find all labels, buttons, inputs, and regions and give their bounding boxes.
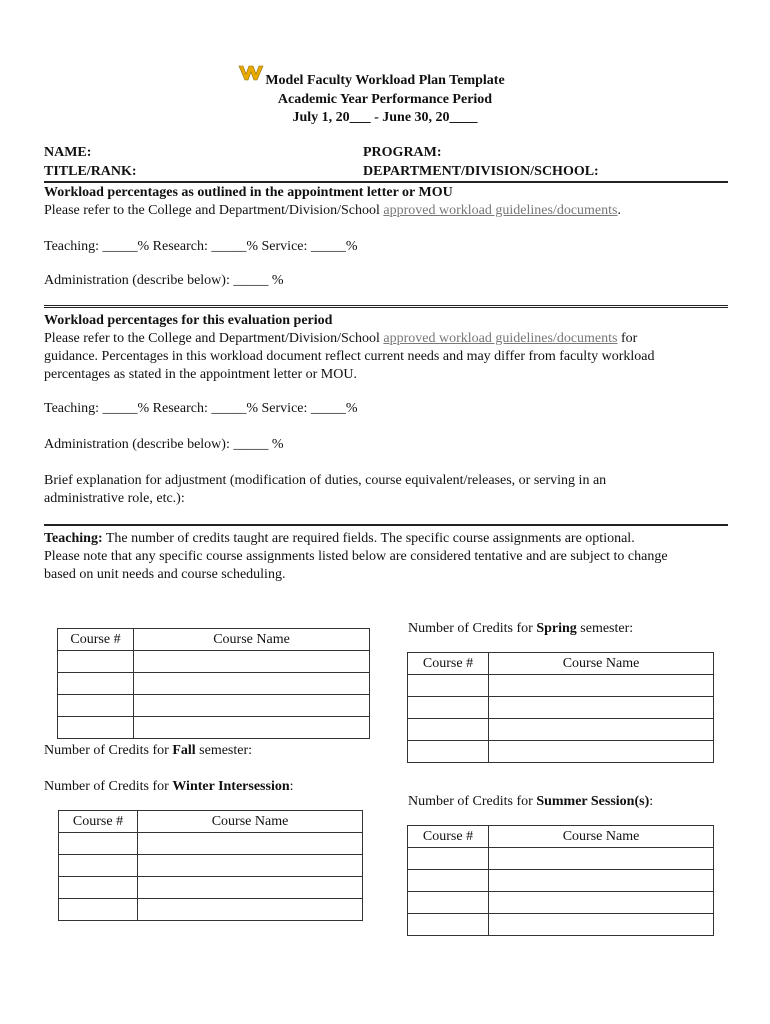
course-num-cell[interactable] (58, 717, 134, 739)
section1-administration: Administration (describe below): _____ % (44, 273, 284, 288)
table-row[interactable] (408, 719, 714, 741)
section1-refer (44, 201, 621, 220)
course-name-cell[interactable] (134, 673, 370, 695)
divider (44, 524, 728, 526)
table-header-row (408, 653, 714, 675)
winter-course-table (58, 810, 363, 921)
credits-prefix: Number of Credits for (44, 779, 169, 794)
document-title: Model Faculty Workload Plan Template (265, 73, 505, 88)
table-row[interactable] (408, 741, 714, 763)
table-header-row (408, 826, 714, 848)
fall-suffix: semester: (199, 743, 253, 758)
section2-percentages: Teaching: _____% Research: _____% Service: _____% (44, 401, 358, 416)
teaching-line3: based on unit needs and course scheduling. (44, 567, 286, 582)
table-header-row (59, 811, 363, 833)
table-row[interactable] (408, 870, 714, 892)
name-label: NAME: (44, 145, 92, 160)
section2-administration: Administration (describe below): _____ % (44, 437, 284, 452)
title-rank-label: TITLE/RANK: (44, 164, 137, 179)
spring-course-table (407, 652, 714, 763)
course-num-header: Course # (408, 653, 489, 675)
course-name-header: Course Name (489, 826, 714, 848)
section2-guidelines-link[interactable]: approved workload guidelines/documents (383, 331, 618, 346)
summer-credits-label (408, 792, 653, 811)
course-name-header: Course Name (489, 653, 714, 675)
spring-term: Spring (536, 621, 577, 636)
teaching-text: The number of credits taught are required fields. The specific course assignments are optional. (105, 531, 635, 546)
course-name-cell[interactable] (138, 833, 363, 855)
credits-prefix: Number of Credits for (44, 743, 169, 758)
section1-period: . (617, 203, 621, 218)
course-name-cell[interactable] (134, 717, 370, 739)
explanation-line1: Brief explanation for adjustment (modification of duties, course equivalent/releases, or serving in an (44, 473, 607, 488)
fall-term: Fall (172, 743, 196, 758)
teaching-line2: Please note that any specific course assignments listed below are considered tentative and are subject to change (44, 549, 668, 564)
course-num-cell[interactable] (59, 855, 138, 877)
course-name-cell[interactable] (134, 651, 370, 673)
section2-line2: guidance. Percentages in this workload document reflect current needs and may differ from faculty workload (44, 349, 655, 364)
course-name-cell[interactable] (138, 899, 363, 921)
course-num-cell[interactable] (408, 892, 489, 914)
table-row[interactable] (408, 914, 714, 936)
department-label: DEPARTMENT/DIVISION/SCHOOL: (363, 164, 599, 179)
fall-course-table (57, 628, 370, 739)
teaching-label: Teaching: (44, 531, 103, 546)
performance-period: July 1, 20___ - June 30, 20____ (292, 110, 478, 125)
credits-prefix: Number of Credits for (408, 794, 533, 809)
section1-refer-text: Please refer to the College and Department/Division/School (44, 203, 380, 218)
section1-heading: Workload percentages as outlined in the appointment letter or MOU (44, 185, 453, 200)
winter-term: Winter Intersession (172, 779, 290, 794)
summer-suffix: : (649, 794, 654, 809)
spring-credits-label (408, 619, 633, 638)
course-name-cell[interactable] (138, 877, 363, 899)
course-num-cell[interactable] (58, 695, 134, 717)
course-name-header: Course Name (134, 629, 370, 651)
table-row[interactable] (408, 848, 714, 870)
table-row[interactable] (59, 833, 363, 855)
course-num-cell[interactable] (408, 697, 489, 719)
table-row[interactable] (58, 717, 370, 739)
explanation-line2: administrative role, etc.): (44, 491, 185, 506)
table-row[interactable] (408, 892, 714, 914)
section2-refer-tail: for (620, 331, 638, 346)
document-subtitle: Academic Year Performance Period (277, 92, 493, 107)
course-name-cell[interactable] (489, 892, 714, 914)
course-num-cell[interactable] (408, 741, 489, 763)
course-name-cell[interactable] (489, 741, 714, 763)
section2-heading: Workload percentages for this evaluation period (44, 313, 333, 328)
divider (44, 305, 728, 308)
section1-percentages: Teaching: _____% Research: _____% Service: _____% (44, 239, 358, 254)
table-row[interactable] (59, 899, 363, 921)
table-row[interactable] (58, 651, 370, 673)
spring-suffix: semester: (580, 621, 634, 636)
fall-credits-label (44, 741, 252, 760)
table-header-row (58, 629, 370, 651)
course-name-cell[interactable] (489, 870, 714, 892)
teaching-line1 (44, 529, 635, 548)
course-num-cell[interactable] (408, 719, 489, 741)
course-num-cell[interactable] (408, 870, 489, 892)
course-name-header: Course Name (138, 811, 363, 833)
course-name-cell[interactable] (138, 855, 363, 877)
course-num-cell[interactable] (58, 673, 134, 695)
section2-line3: percentages as stated in the appointment letter or MOU. (44, 367, 357, 382)
course-num-header: Course # (59, 811, 138, 833)
table-row[interactable] (58, 673, 370, 695)
table-row[interactable] (59, 855, 363, 877)
course-num-cell[interactable] (408, 848, 489, 870)
section2-refer-text: Please refer to the College and Department/Division/School (44, 331, 380, 346)
course-num-cell[interactable] (408, 914, 489, 936)
summer-course-table (407, 825, 714, 936)
course-name-cell[interactable] (489, 697, 714, 719)
course-name-cell[interactable] (489, 719, 714, 741)
section1-guidelines-link[interactable]: approved workload guidelines/documents (383, 203, 618, 218)
course-num-cell[interactable] (408, 675, 489, 697)
table-row[interactable] (59, 877, 363, 899)
course-num-header: Course # (58, 629, 134, 651)
course-num-cell[interactable] (59, 899, 138, 921)
table-row[interactable] (408, 675, 714, 697)
course-name-cell[interactable] (489, 848, 714, 870)
winter-suffix: : (289, 779, 294, 794)
table-row[interactable] (408, 697, 714, 719)
summer-term: Summer Session(s) (536, 794, 650, 809)
table-row[interactable] (58, 695, 370, 717)
course-num-header: Course # (408, 826, 489, 848)
credits-prefix: Number of Credits for (408, 621, 533, 636)
course-num-cell[interactable] (59, 877, 138, 899)
section2-refer (44, 329, 637, 348)
course-name-cell[interactable] (489, 675, 714, 697)
course-num-cell[interactable] (59, 833, 138, 855)
course-num-cell[interactable] (58, 651, 134, 673)
course-name-cell[interactable] (134, 695, 370, 717)
course-name-cell[interactable] (489, 914, 714, 936)
program-label: PROGRAM: (363, 145, 442, 160)
winter-credits-label (44, 777, 294, 796)
